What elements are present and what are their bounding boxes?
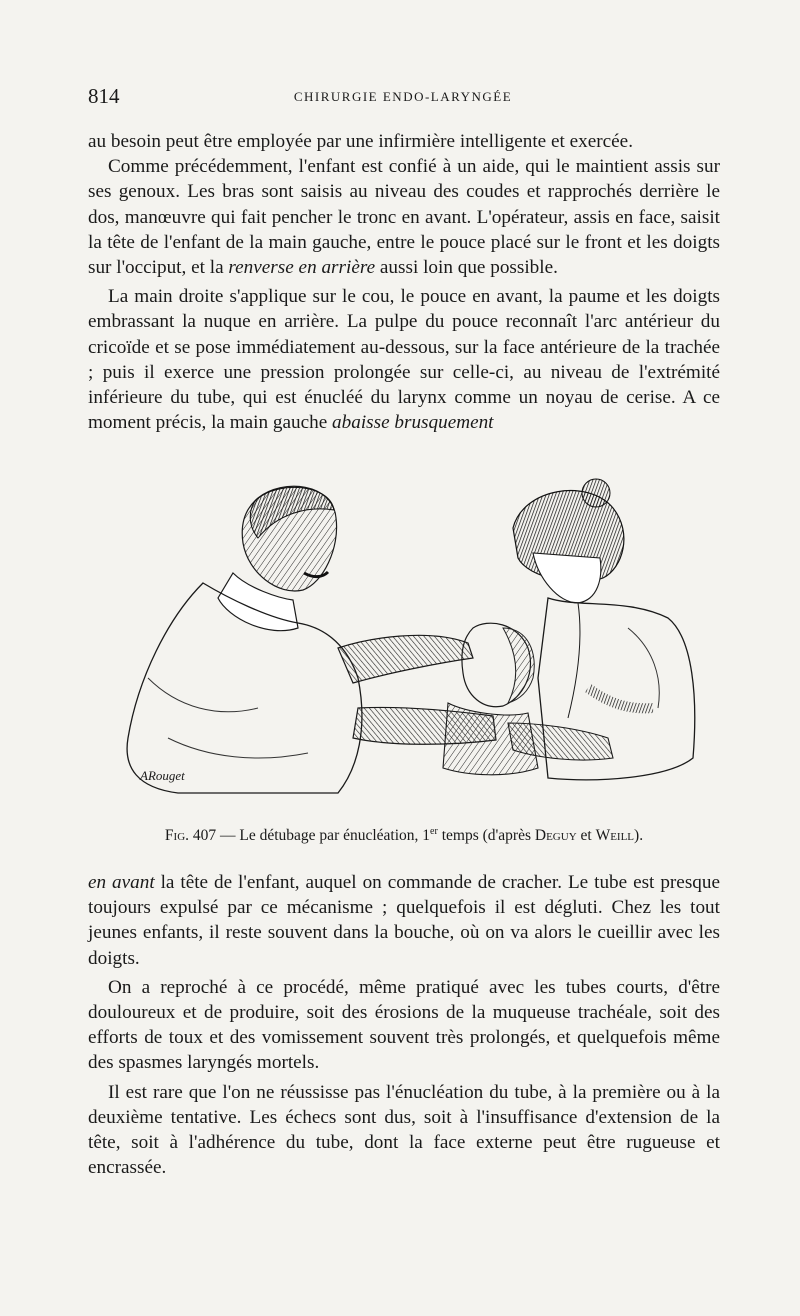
artist-signature: ARouget <box>140 768 185 783</box>
running-head: CHIRURGIE ENDO-LARYNGÉE <box>293 89 513 104</box>
paragraph-6: Il est rare que l'on ne réussisse pas l'énucléation du tube, à la première ou à la deuxième tentative. Les échecs sont dus, soit à l'insuffisance d'extension de la tête, soit à l'adhérence du tube, dont la face externe peut être rugueuse et encrassée. <box>88 1081 720 1179</box>
text-block-top <box>88 129 720 435</box>
author-name: Weill <box>595 827 635 845</box>
text-block-bottom <box>88 870 720 1180</box>
paragraph-1: au besoin peut être employée par une infirmière intelligente et exercée. <box>88 131 633 152</box>
italic-phrase: renverse en arrière <box>228 257 376 279</box>
page-number: 814 <box>88 84 120 108</box>
figure-caption: Fig. 407 — Le détubage par énucléation, 1er temps (d'après Deguy et Weill). <box>164 826 644 845</box>
paragraph-5: On a reproché à ce procédé, même pratiqué avec les tubes courts, d'être douloureux et de produire, soit des érosions de la muqueuse trachéale, soit des efforts de toux et des vomissement souvent très prolongés, et quelquefois même des spasmes laryngés mortels. <box>88 976 720 1074</box>
engraving-illustration <box>108 478 718 800</box>
paragraph-2: Comme précédemment, l'enfant est confié à un aide, qui le maintient assis sur ses genoux. Les bras sont saisis au niveau des coudes et rapprochés derrière le dos, manœuvre qui fait pencher le tronc en avant. L'opérateur, assis en face, saisit la tête de l'enfant de la main gauche, entre le pouce placé sur le front et les doigts sur l'occiput, et la renverse en arrière aussi loin que possible. <box>88 156 720 279</box>
assistant-figure <box>508 479 695 780</box>
paragraph-3: La main droite s'applique sur le cou, le pouce en avant, la paume et les doigts embrassant la nuque en arrière. La pulpe du pouce reconnaît l'arc antérieur du cricoïde et se pose immédiatement au-dessous, sur la face antérieure de la trachée ; puis il exerce une pression prolongée sur celle-ci, au niveau de l'extrémité inférieure du tube, qui est énucléé du larynx comme un noyau de cerise. A ce moment précis, la main gauche abaisse brusquement <box>88 286 720 434</box>
italic-phrase: en avant <box>88 872 155 893</box>
author-name: Deguy <box>534 827 577 845</box>
paragraph-4: en avant la tête de l'enfant, auquel on commande de cracher. Le tube est presque toujours expulsé par ce mécanisme ; quelquefois il est dégluti. Chez les tout jeunes enfants, il reste souvent dans la bouche, où on va alors le cueillir avec les doigts. <box>88 872 720 969</box>
figure-illustration <box>108 478 718 800</box>
figure-number: Fig. 407 <box>164 827 217 845</box>
doctor-figure <box>127 486 496 793</box>
page-header <box>88 84 718 112</box>
italic-phrase: abaisse brusquement <box>332 412 494 434</box>
